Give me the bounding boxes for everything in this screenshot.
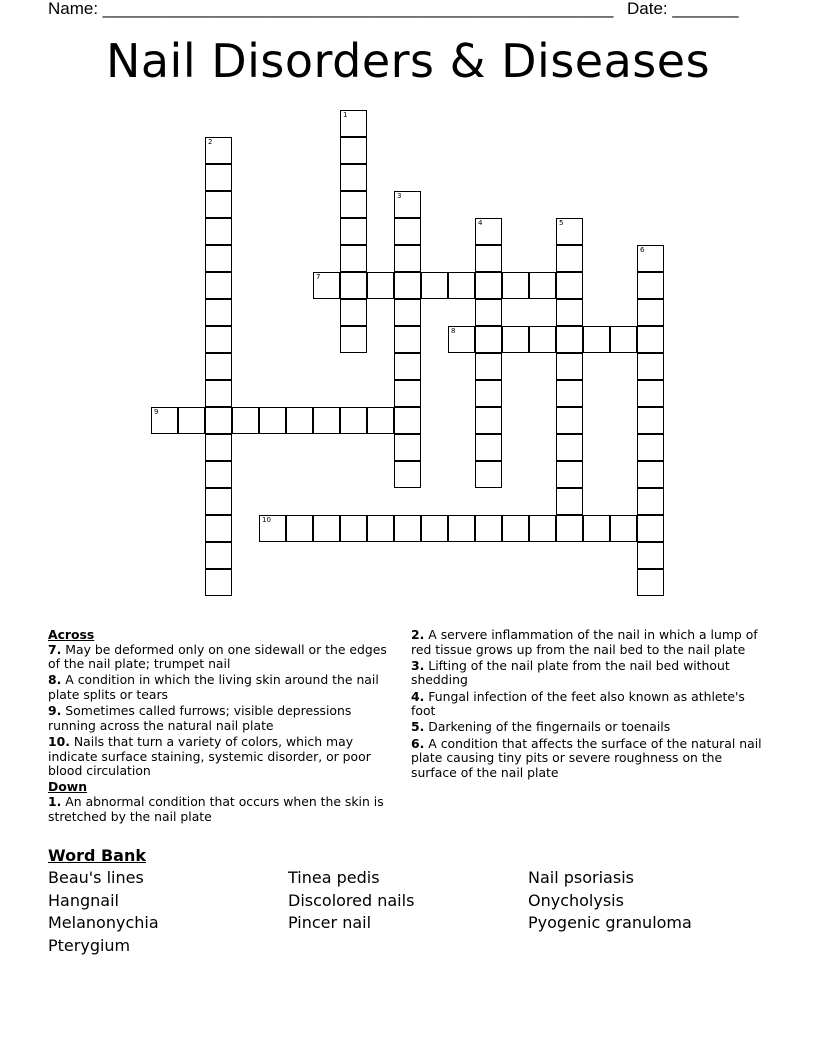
crossword-cell[interactable] [205, 461, 232, 488]
crossword-cell[interactable] [556, 461, 583, 488]
crossword-cell[interactable] [583, 515, 610, 542]
clue-number: 3. [411, 657, 425, 673]
clue-number: 10. [48, 733, 70, 749]
cell-number: 6 [640, 246, 645, 254]
crossword-cell[interactable] [556, 326, 583, 353]
crossword-cell[interactable] [286, 407, 313, 434]
crossword-cell[interactable] [556, 434, 583, 461]
crossword-cell[interactable] [205, 488, 232, 515]
crossword-cell[interactable] [637, 272, 664, 299]
clue-text: A condition in which the living skin around the nail plate splits or tears [48, 672, 379, 702]
crossword-cell[interactable] [205, 191, 232, 218]
across-heading: Across [48, 627, 95, 642]
clue-text: A condition that affects the surface of the natural nail plate causing tiny pits or severe roughness on the surface of the nail plate [411, 735, 762, 780]
crossword-cell[interactable] [205, 137, 232, 164]
crossword-cell[interactable] [637, 515, 664, 542]
crossword-cell[interactable] [205, 245, 232, 272]
crossword-cell[interactable] [394, 515, 421, 542]
crossword-cell[interactable] [340, 407, 367, 434]
across-clue-7 [48, 643, 398, 672]
word-bank-item: Pterygium [48, 936, 131, 955]
clues-column-right [411, 628, 766, 782]
crossword-cell[interactable] [313, 515, 340, 542]
down-clue-6 [411, 737, 766, 781]
crossword-cell[interactable] [475, 515, 502, 542]
cell-number: 10 [262, 516, 271, 524]
crossword-cell[interactable] [205, 434, 232, 461]
crossword-cell[interactable] [475, 407, 502, 434]
clue-number: 2. [411, 627, 425, 642]
crossword-cell[interactable] [637, 488, 664, 515]
crossword-cell[interactable] [475, 353, 502, 380]
crossword-cell[interactable] [259, 515, 286, 542]
crossword-cell[interactable] [286, 515, 313, 542]
clue-text: Darkening of the fingernails or toenails [428, 719, 671, 735]
crossword-cell[interactable] [529, 272, 556, 299]
crossword-cell[interactable] [259, 407, 286, 434]
name-line: Name: ______________________________________________________ [48, 0, 614, 18]
crossword-cell[interactable] [637, 353, 664, 380]
crossword-cell[interactable] [475, 272, 502, 299]
crossword-cell[interactable] [394, 299, 421, 326]
crossword-cell[interactable] [475, 299, 502, 326]
crossword-cell[interactable] [475, 326, 502, 353]
clues-column-left [48, 628, 398, 826]
crossword-cell[interactable] [205, 326, 232, 353]
clue-number: 4. [411, 688, 425, 704]
cell-number: 1 [343, 111, 348, 119]
cell-number: 8 [451, 327, 456, 335]
crossword-cell[interactable] [394, 461, 421, 488]
down-heading: Down [48, 779, 88, 795]
crossword-cell[interactable] [340, 191, 367, 218]
crossword-cell[interactable] [394, 218, 421, 245]
crossword-cell[interactable] [502, 515, 529, 542]
crossword-cell[interactable] [151, 407, 178, 434]
clue-text: An abnormal condition that occurs when the skin is stretched by the nail plate [48, 793, 384, 824]
crossword-cell[interactable] [637, 380, 664, 407]
crossword-cell[interactable] [475, 218, 502, 245]
crossword-cell[interactable] [340, 515, 367, 542]
crossword-cell[interactable] [394, 326, 421, 353]
crossword-cell[interactable] [556, 515, 583, 542]
crossword-cell[interactable] [394, 380, 421, 407]
crossword-cell[interactable] [394, 245, 421, 272]
crossword-cell[interactable] [340, 326, 367, 353]
word-bank-item: Nail psoriasis [528, 868, 634, 887]
down-clue-5 [411, 720, 766, 735]
crossword-cell[interactable] [637, 434, 664, 461]
clue-number: 8. [48, 672, 62, 688]
word-bank-item: Beau's lines [48, 868, 144, 887]
clue-number: 7. [48, 641, 62, 657]
down-clue-4 [411, 690, 766, 719]
crossword-cell[interactable] [637, 299, 664, 326]
word-bank-item: Discolored nails [288, 891, 415, 910]
clue-text: Fungal infection of the feet also known as athlete's foot [411, 688, 745, 719]
across-clue-8 [48, 673, 398, 702]
crossword-cell[interactable] [394, 353, 421, 380]
word-bank-item: Onycholysis [528, 891, 624, 910]
crossword-cell[interactable] [637, 407, 664, 434]
crossword-cell[interactable] [502, 326, 529, 353]
crossword-cell[interactable] [205, 353, 232, 380]
cell-number: 3 [397, 192, 402, 200]
crossword-cell[interactable] [556, 272, 583, 299]
crossword-cell[interactable] [232, 407, 259, 434]
crossword-cell[interactable] [448, 326, 475, 353]
crossword-cell[interactable] [637, 326, 664, 353]
crossword-cell[interactable] [637, 569, 664, 596]
down-clue-3 [411, 659, 766, 688]
clue-text: Lifting of the nail plate from the nail bed without shedding [411, 657, 730, 688]
crossword-cell[interactable] [340, 272, 367, 299]
crossword-cell[interactable] [205, 299, 232, 326]
clue-number: 1. [48, 793, 62, 809]
across-clue-10 [48, 735, 398, 779]
clue-text: Nails that turn a variety of colors, which may indicate surface staining, systemic disorder, or poor blood circulation [48, 733, 371, 779]
crossword-cell[interactable] [556, 488, 583, 515]
clue-text: Sometimes called furrows; visible depressions running across the natural nail plate [48, 703, 352, 733]
crossword-cell[interactable] [556, 407, 583, 434]
crossword-cell[interactable] [205, 542, 232, 569]
crossword-cell[interactable] [448, 272, 475, 299]
crossword-cell[interactable] [610, 326, 637, 353]
crossword-cell[interactable] [205, 569, 232, 596]
crossword-cell[interactable] [205, 407, 232, 434]
crossword-cell[interactable] [205, 218, 232, 245]
date-line: Date: _______ [627, 0, 739, 18]
cell-number: 5 [559, 219, 564, 227]
crossword-cell[interactable] [340, 137, 367, 164]
crossword-cell[interactable] [637, 461, 664, 488]
clue-number: 6. [411, 735, 425, 751]
cell-number: 4 [478, 219, 483, 227]
crossword-cell[interactable] [205, 164, 232, 191]
crossword-cell[interactable] [556, 353, 583, 380]
crossword-cell[interactable] [205, 515, 232, 542]
crossword-cell[interactable] [421, 272, 448, 299]
crossword-cell[interactable] [556, 380, 583, 407]
crossword-cell[interactable] [340, 245, 367, 272]
word-bank-item: Hangnail [48, 891, 119, 910]
word-bank-item: Pincer nail [288, 913, 372, 932]
crossword-cell[interactable] [475, 434, 502, 461]
down-clue-1 [48, 795, 398, 824]
clue-number: 5. [411, 719, 425, 735]
crossword-cell[interactable] [637, 245, 664, 272]
word-bank-title: Word Bank [48, 846, 147, 865]
crossword-cell[interactable] [178, 407, 205, 434]
cell-number: 7 [316, 273, 321, 281]
crossword-cell[interactable] [367, 515, 394, 542]
crossword-cell[interactable] [637, 542, 664, 569]
crossword-cell[interactable] [367, 272, 394, 299]
page-title: Nail Disorders & Diseases [105, 34, 711, 88]
crossword-cell[interactable] [340, 110, 367, 137]
clue-text: A servere inflammation of the nail in which a lump of red tissue grows up from the nail bed to the nail plate [411, 627, 758, 657]
crossword-cell[interactable] [583, 326, 610, 353]
crossword-cell[interactable] [205, 380, 232, 407]
clue-number: 9. [48, 703, 62, 719]
crossword-cell[interactable] [421, 515, 448, 542]
word-bank-item: Pyogenic granuloma [528, 913, 692, 932]
crossword-cell[interactable] [394, 191, 421, 218]
crossword-cell[interactable] [367, 407, 394, 434]
clue-text: May be deformed only on one sidewall or the edges of the nail plate; trumpet nail [48, 641, 387, 672]
cell-number: 2 [208, 138, 213, 146]
down-clue-2 [411, 628, 766, 657]
crossword-cell[interactable] [394, 407, 421, 434]
crossword-cell[interactable] [340, 218, 367, 245]
across-clue-9 [48, 704, 398, 733]
word-bank-item: Tinea pedis [288, 868, 380, 887]
crossword-cell[interactable] [529, 515, 556, 542]
crossword-cell[interactable] [502, 272, 529, 299]
crossword-cell[interactable] [205, 272, 232, 299]
crossword-cell[interactable] [313, 407, 340, 434]
cell-number: 9 [154, 408, 159, 416]
crossword-cell[interactable] [556, 218, 583, 245]
crossword-cell[interactable] [556, 245, 583, 272]
crossword-cell[interactable] [313, 272, 340, 299]
crossword-cell[interactable] [340, 299, 367, 326]
crossword-cell[interactable] [448, 515, 475, 542]
crossword-cell[interactable] [475, 380, 502, 407]
crossword-cell[interactable] [394, 272, 421, 299]
crossword-cell[interactable] [475, 245, 502, 272]
crossword-cell[interactable] [556, 299, 583, 326]
word-bank-item: Melanonychia [48, 913, 159, 932]
crossword-cell[interactable] [475, 461, 502, 488]
crossword-cell[interactable] [340, 164, 367, 191]
crossword-cell[interactable] [610, 515, 637, 542]
crossword-cell[interactable] [529, 326, 556, 353]
crossword-cell[interactable] [394, 434, 421, 461]
